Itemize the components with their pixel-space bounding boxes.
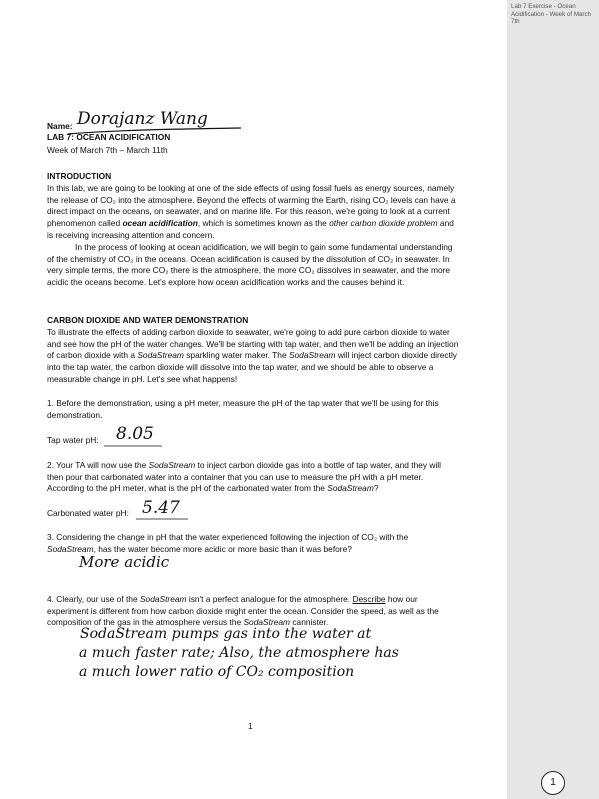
- carbonated-water-label: Carbonated water pH:: [47, 508, 129, 518]
- name-label: Name:: [47, 121, 73, 131]
- tap-water-underline: [104, 444, 184, 450]
- demo-paragraph: To illustrate the effects of adding carbon dioxide to seawater, we're going to add pure carbon dioxide to water and see how the pH of the water changes. We'll be starting with tap water, and then we'll be adding an injection of carbon dioxide with a SodaStream sparkling water maker. The SodaStream will inject carbon dioxide directly into the tap water, the carbon dioxide will dissolve into the tap water, and we should be able to observe a measurable change in pH. Let's see what happens!: [47, 327, 459, 384]
- page-number: 1: [248, 721, 253, 731]
- question-1: 1. Before the demonstration, using a pH meter, measure the pH of the tap water that we'll be using for this demonstration.: [47, 398, 439, 420]
- sidebar-panel: [507, 0, 599, 799]
- demo-heading: CARBON DIOXIDE AND WATER DEMONSTRATION: [47, 315, 249, 325]
- tap-water-label: Tap water pH:: [47, 435, 99, 445]
- answer-4-line-3: a much lower ratio of CO₂ composition: [79, 664, 355, 680]
- tap-water-value: 8.05: [116, 424, 154, 444]
- page-number-badge[interactable]: 1: [541, 771, 565, 795]
- lab-title: LAB 7: OCEAN ACIDIFICATION: [47, 132, 171, 142]
- handwritten-name: Dorajanz Wang: [77, 109, 208, 129]
- week-line: Week of March 7th – March 11th: [47, 145, 168, 155]
- answer-4-line-2: a much faster rate; Also, the atmosphere has: [79, 645, 399, 661]
- question-2: 2. Your TA will now use the SodaStream to inject carbon dioxide gas into a bottle of tap water, and they will then pour that carbonated water into a container that you can use to measure the pH with a pH meter. According to the pH meter, what is the pH of the carbonated water from the SodaStream?: [47, 460, 442, 494]
- carbonated-water-value: 5.47: [142, 498, 180, 518]
- answer-4-line-1: SodaStream pumps gas into the water at: [80, 626, 372, 642]
- document-title: Lab 7 Exercise - Ocean Acidification - Week of March 7th: [511, 3, 592, 25]
- intro-paragraph-2: In the process of looking at ocean acidification, we will begin to gain some fundamental understanding of the chemistry of CO₂ in the oceans. Ocean acidification is caused by the dissolution of CO₂ in seawater. In very simple terms, the more CO₂ there is the atmosphere, the more CO₂ dissolves in seawater, and the more acidic the oceans become. Let's explore how ocean acidification works and the causes behind it.: [47, 242, 453, 288]
- question-3: 3. Considering the change in pH that the water experienced following the injection of CO₂ with the SodaStream, has the water become more acidic or more basic than it was before?: [47, 532, 409, 554]
- question-4: 4. Clearly, our use of the SodaStream isn't a perfect analogue for the atmosphere. Describe how our experiment is different from how carbon dioxide might enter the ocean. Consider the speed, as well as the composition of the gas in the atmosphere versus the SodaStream cannister.: [47, 594, 439, 628]
- intro-paragraph-1: In this lab, we are going to be looking at one of the side effects of using fossil fuels as energy sources, namely the release of CO₂ into the atmosphere. Beyond the effects of warming the Earth, rising CO₂ levels can have a direct impact on the oceans, on seawater, and on marine life. For this reason, we're going to look at a current phenomenon called ocean acidification, which is sometimes known as the other carbon dioxide problem and is receiving increasing attention and concern.: [47, 183, 456, 240]
- answer-3: More acidic: [79, 553, 170, 571]
- intro-heading: INTRODUCTION: [47, 171, 112, 181]
